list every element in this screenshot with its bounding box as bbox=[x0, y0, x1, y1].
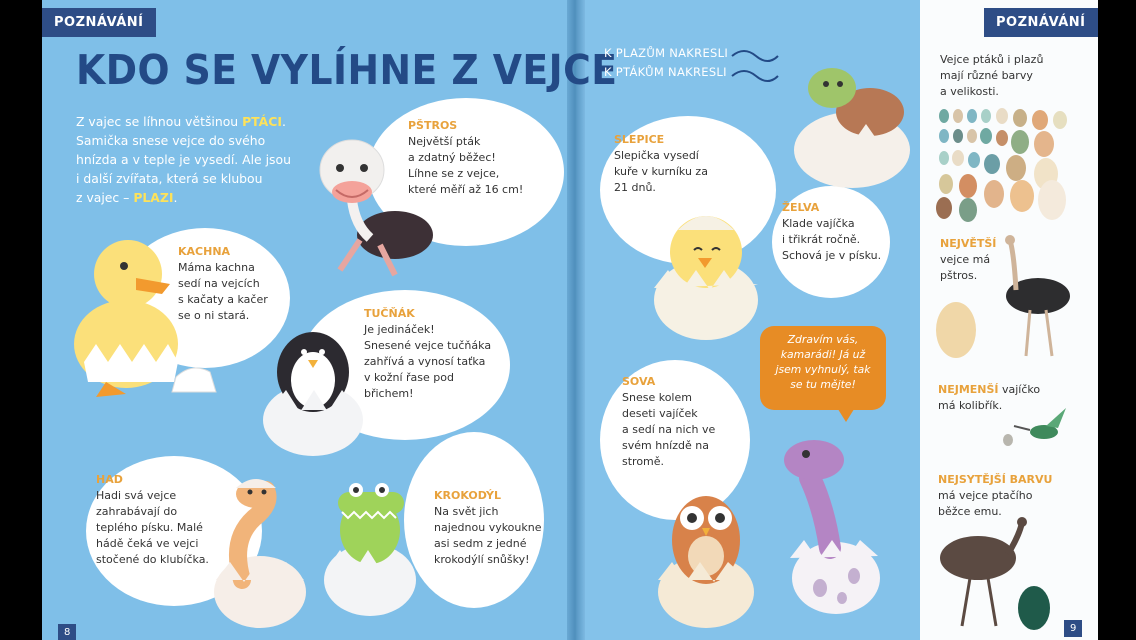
text-line: stromě. bbox=[622, 455, 665, 468]
penguin-illustration bbox=[258, 300, 368, 460]
turtle-illustration bbox=[786, 58, 916, 190]
duck-name: KACHNA bbox=[178, 245, 231, 258]
text-line: zahrabávají do bbox=[96, 505, 178, 518]
color-highlight: NEJSYTĚJŠÍ BARVU bbox=[938, 473, 1053, 486]
speech-line: se tu mějte! bbox=[790, 378, 856, 391]
crocodile-name: KROKODÝL bbox=[434, 489, 502, 502]
snake-text bbox=[96, 472, 209, 568]
legend-birds: K PTÁKŮM NAKRESLI bbox=[604, 65, 727, 79]
speech-line: kamarádi! Já už bbox=[780, 348, 866, 361]
highlight-birds: PTÁCI bbox=[242, 114, 282, 129]
highlight-reptiles: PLAZI bbox=[133, 190, 174, 205]
text-line: mají různé barvy bbox=[940, 69, 1033, 82]
hen-name: SLEPICE bbox=[614, 133, 665, 146]
penguin-name: TUČŇÁK bbox=[364, 307, 415, 320]
biggest-highlight: NEJVĚTŠÍ bbox=[940, 237, 997, 250]
text-line: Schová je v písku. bbox=[782, 249, 882, 262]
drawing-legend bbox=[604, 44, 728, 82]
text-line: v kožní řase pod bbox=[364, 371, 454, 384]
text-line: krokodýlí snůšky! bbox=[434, 553, 530, 566]
side-section-tag: POZNÁVÁNÍ bbox=[984, 8, 1098, 37]
intro-line: Z vajec se líhnou většinou bbox=[76, 114, 243, 129]
text-line: stočené do klubíčka. bbox=[96, 553, 209, 566]
text-line: má kolibřík. bbox=[938, 399, 1003, 412]
ostrich-name: PŠTROS bbox=[408, 119, 458, 132]
dino-speech-bubble bbox=[760, 326, 886, 410]
side-intro bbox=[940, 52, 1043, 100]
section-tag: POZNÁVÁNÍ bbox=[42, 8, 156, 37]
text-line: vejce má bbox=[940, 253, 991, 266]
speech-line: Zdravím vás, bbox=[787, 333, 859, 346]
turtle-name: ŽELVA bbox=[782, 201, 820, 214]
owl-illustration bbox=[652, 470, 762, 630]
text-line: najednou vykoukne bbox=[434, 521, 542, 534]
intro-line: hnízda a v teple je vysedí. Ale jsou bbox=[76, 152, 291, 167]
dinosaur-illustration bbox=[780, 428, 880, 618]
text-line: má vejce ptačího bbox=[938, 489, 1033, 502]
text-line: deseti vajíček bbox=[622, 407, 698, 420]
text-line: a zdatný běžec! bbox=[408, 151, 496, 164]
intro-line: i další zvířata, která se klubou bbox=[76, 171, 263, 186]
text-line: s kačaty a kačer bbox=[178, 293, 268, 306]
text-line: Vejce ptáků i plazů bbox=[940, 53, 1044, 66]
text-line: hádě čeká ve vejci bbox=[96, 537, 199, 550]
text-line: Líhne se z vejce, bbox=[408, 167, 500, 180]
text-line: 21 dnů. bbox=[614, 181, 656, 194]
text-line: Snese kolem bbox=[622, 391, 692, 404]
text-line: sedí na vejcích bbox=[178, 277, 260, 290]
text-line: kuře v kurníku za bbox=[614, 165, 708, 178]
crocodile-text bbox=[434, 488, 542, 568]
text-line: vajíčko bbox=[998, 383, 1041, 396]
text-line: Klade vajíčka bbox=[782, 217, 855, 230]
wave-lines-icon bbox=[730, 46, 780, 86]
text-line: Hadi svá vejce bbox=[96, 489, 177, 502]
hen-text bbox=[614, 132, 708, 196]
text-line: Největší pták bbox=[408, 135, 481, 148]
speech-tail bbox=[836, 406, 856, 422]
text-line: i třikrát ročně. bbox=[782, 233, 861, 246]
intro-text bbox=[76, 112, 306, 207]
text-line: zahřívá a vynosí taťka bbox=[364, 355, 486, 368]
page-title: KDO SE VYLÍHNE Z VEJCE bbox=[76, 46, 618, 94]
owl-text bbox=[622, 374, 715, 470]
text-line: se o ni stará. bbox=[178, 309, 250, 322]
text-line: běžce emu. bbox=[938, 505, 1002, 518]
text-line: Snesené vejce tučňáka bbox=[364, 339, 492, 352]
text-line: a sedí na nich ve bbox=[622, 423, 716, 436]
intro-line: z vajec – bbox=[76, 190, 134, 205]
legend-reptiles: K PLAZŮM NAKRESLI bbox=[604, 46, 729, 60]
text-line: teplého písku. Malé bbox=[96, 521, 203, 534]
text-line: a velikosti. bbox=[940, 85, 999, 98]
emu-illustration bbox=[930, 514, 1060, 632]
text-line: které měří až 16 cm! bbox=[408, 183, 524, 196]
crocodile-illustration bbox=[318, 470, 428, 620]
text-line: Na svět jich bbox=[434, 505, 499, 518]
eggs-collection-illustration bbox=[934, 104, 1074, 224]
text-line: břichem! bbox=[364, 387, 414, 400]
hummingbird-illustration bbox=[1000, 404, 1074, 454]
text-line: asi sedm z jedné bbox=[434, 537, 527, 550]
duck-illustration bbox=[66, 232, 226, 402]
snake-illustration bbox=[210, 470, 310, 630]
chick-illustration bbox=[648, 196, 768, 346]
intro-punct: . bbox=[173, 190, 178, 205]
turtle-text bbox=[782, 200, 881, 264]
snake-name: HAD bbox=[96, 473, 123, 486]
smallest-highlight: NEJMENŠÍ bbox=[938, 383, 999, 396]
page-number-left: 8 bbox=[58, 624, 76, 640]
text-line: Máma kachna bbox=[178, 261, 255, 274]
text-line: svém hnízdě na bbox=[622, 439, 709, 452]
book-gutter bbox=[567, 0, 585, 640]
page-number-right: 9 bbox=[1064, 620, 1082, 637]
intro-punct: . bbox=[281, 114, 286, 129]
speech-line: jsem vyhnulý, tak bbox=[775, 363, 871, 376]
intro-line: Samička snese vejce do svého bbox=[76, 133, 266, 148]
color-egg-text bbox=[938, 472, 1052, 520]
text-line: Je jedináček! bbox=[364, 323, 435, 336]
penguin-text bbox=[364, 306, 491, 402]
text-line: Slepička vysedí bbox=[614, 149, 699, 162]
ostrich-egg-illustration bbox=[934, 234, 1074, 364]
text-line: pštros. bbox=[940, 269, 978, 282]
owl-name: SOVA bbox=[622, 375, 656, 388]
ostrich-illustration bbox=[300, 130, 440, 280]
